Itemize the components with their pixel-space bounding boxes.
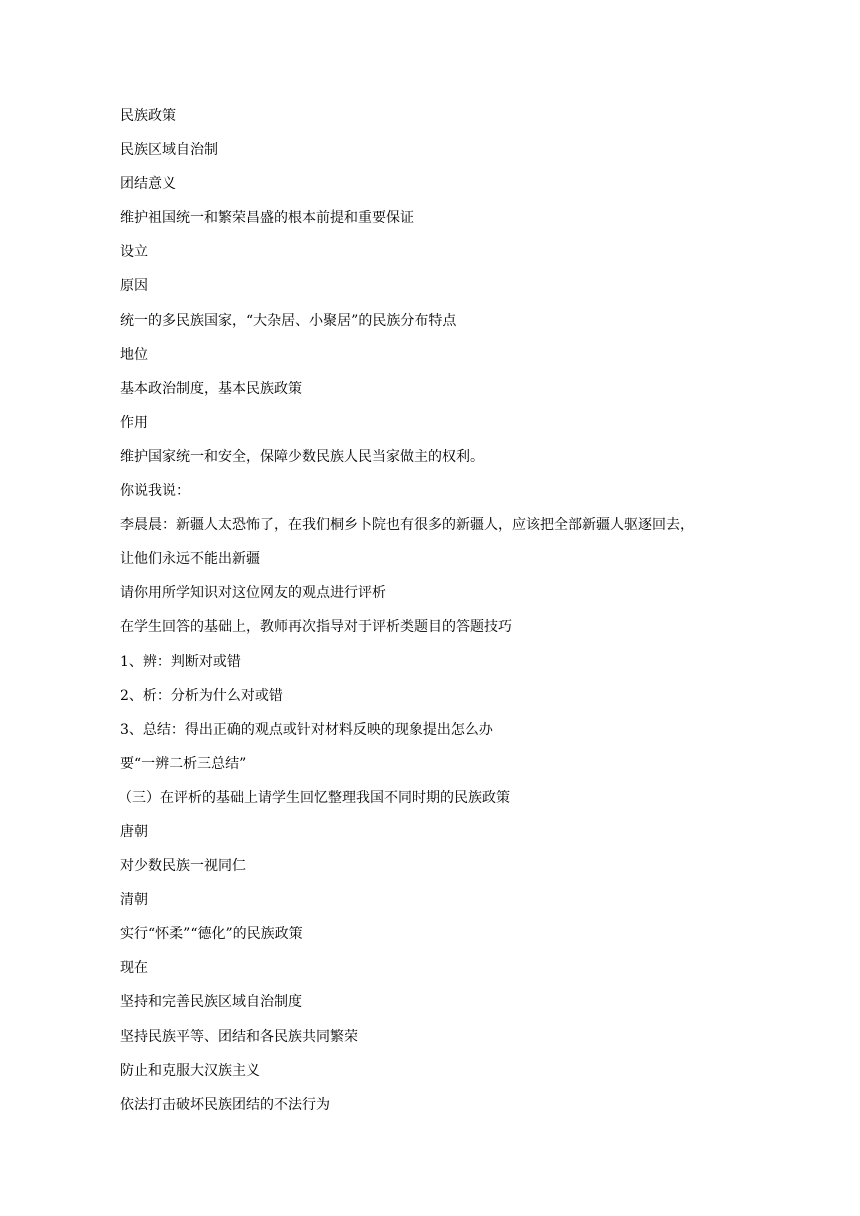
text-line: 维护祖国统一和繁荣昌盛的根本前提和重要保证 <box>120 210 414 227</box>
list-item: 1、辨：判断对或错 <box>120 653 241 670</box>
text-line: 在学生回答的基础上，教师再次指导对于评析类题目的答题技巧 <box>120 619 512 636</box>
document-body <box>120 106 740 1129</box>
text-line: 清朝 <box>120 892 148 909</box>
text-line: 对少数民族一视同仁 <box>120 858 246 875</box>
text-line: 基本政治制度，基本民族政策 <box>120 380 302 397</box>
text-line: 民族区域自治制 <box>120 142 218 159</box>
text-line: 让他们永远不能出新疆 <box>120 551 260 568</box>
text-line: 依法打击破坏民族团结的不法行为 <box>120 1096 330 1113</box>
text-line: 唐朝 <box>120 823 148 840</box>
text-line: 现在 <box>120 960 148 977</box>
section-heading: （三）在评析的基础上请学生回忆整理我国不同时期的民族政策 <box>118 789 510 806</box>
text-line: 要“一辨二析三总结” <box>120 755 247 772</box>
text-line: 团结意义 <box>120 176 176 193</box>
text-line: 请你用所学知识对这位网友的观点进行评析 <box>120 585 386 602</box>
list-item: 2、析：分析为什么对或错 <box>120 687 283 704</box>
text-line: 作用 <box>120 414 148 431</box>
text-line: 维护国家统一和安全，保障少数民族人民当家做主的权利。 <box>120 448 484 465</box>
text-line: 防止和克服大汉族主义 <box>120 1062 260 1079</box>
text-line: 你说我说： <box>120 483 190 500</box>
text-line: 坚持和完善民族区域自治制度 <box>120 994 302 1011</box>
text-line: 李晨晨：新疆人太恐怖了，在我们桐乡卜院也有很多的新疆人，应该把全部新疆人驱逐回去， <box>120 517 694 534</box>
text-line: 设立 <box>120 244 148 261</box>
text-line: 地位 <box>120 346 148 363</box>
text-line: 坚持民族平等、团结和各民族共同繁荣 <box>120 1028 358 1045</box>
text-line: 原因 <box>120 278 148 295</box>
text-line: 实行“怀柔”“德化”的民族政策 <box>120 926 303 943</box>
text-line: 统一的多民族国家，“大杂居、小聚居”的民族分布特点 <box>120 312 457 329</box>
text-line: 民族政策 <box>120 108 176 124</box>
list-item: 3、总结：得出正确的观点或针对材料反映的现象提出怎么办 <box>120 721 493 738</box>
